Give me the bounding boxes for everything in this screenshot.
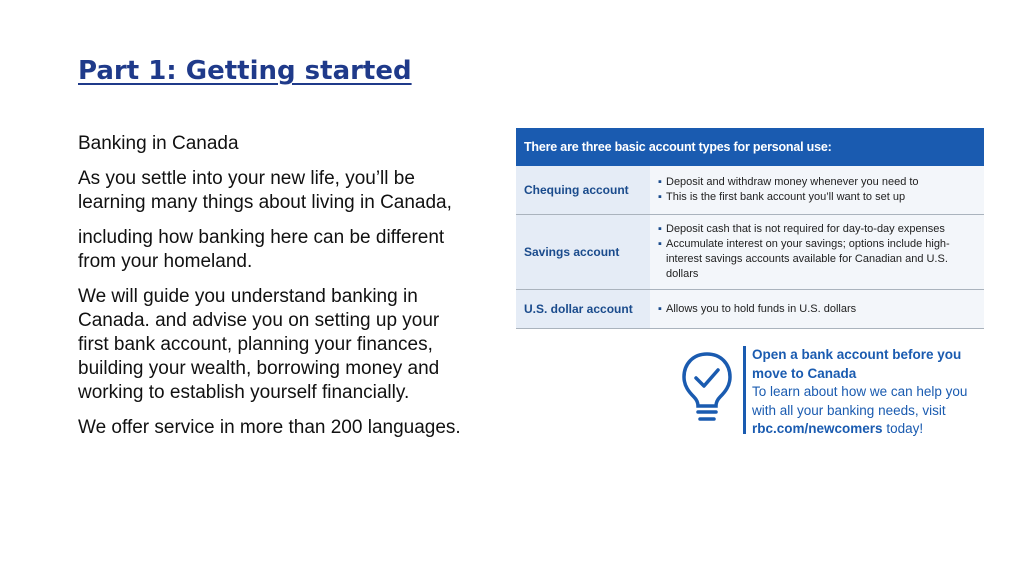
- promo-body-end: today!: [882, 421, 924, 436]
- promo-text: [752, 346, 987, 439]
- account-types-header: There are three basic account types for personal use:: [516, 128, 984, 166]
- account-name: U.S. dollar account: [516, 290, 650, 328]
- lightbulb-check-icon: [680, 350, 734, 426]
- account-bullet: [658, 302, 976, 317]
- body-paragraph: As you settle into your new life, you’ll be learning many things about living in Canada,: [78, 168, 452, 213]
- promo-link: rbc.com/newcomers: [752, 421, 883, 436]
- slide-title: Part 1: Getting started: [78, 56, 412, 86]
- account-row-chequing: [516, 166, 984, 215]
- account-bullet: [658, 175, 976, 190]
- body-paragraph: We will guide you understand banking in Canada. and advise you on setting up your first bank account, planning your finances, building your wealth, borrowing money and working to establish yourself financially.: [78, 286, 440, 403]
- account-row-usd: [516, 290, 984, 329]
- bullet-icon: ▪: [658, 238, 662, 250]
- bullet-icon: ▪: [658, 302, 662, 315]
- account-bullet: [658, 222, 976, 237]
- promo-divider: [743, 346, 746, 434]
- slide-body: [78, 132, 473, 451]
- bullet-text: Deposit cash that is not required for day-to-day expenses: [666, 223, 945, 235]
- account-description: [650, 290, 984, 328]
- account-description: [650, 166, 984, 214]
- body-paragraph: We offer service in more than 200 languages.: [78, 417, 461, 438]
- body-paragraph: including how banking here can be different from your homeland.: [78, 227, 445, 272]
- bullet-icon: ▪: [658, 176, 662, 188]
- body-paragraph: Banking in Canada: [78, 133, 239, 154]
- bullet-text: Deposit and withdraw money whenever you need to: [666, 176, 919, 188]
- account-name: Savings account: [516, 215, 650, 289]
- bullet-icon: ▪: [658, 191, 662, 203]
- bullet-icon: ▪: [658, 223, 662, 235]
- account-row-savings: [516, 215, 984, 290]
- bullet-text: This is the first bank account you’ll want to set up: [666, 191, 906, 203]
- bullet-text: Allows you to hold funds in U.S. dollars: [666, 302, 857, 315]
- account-types-image: [516, 128, 984, 329]
- promo-heading: Open a bank account before you move to Canada: [752, 347, 962, 381]
- account-bullet: [658, 237, 976, 282]
- account-name: Chequing account: [516, 166, 650, 214]
- promo-body: To learn about how we can help you with all your banking needs, visit: [752, 384, 968, 418]
- account-bullet: [658, 190, 976, 205]
- promo-callout: [676, 346, 986, 436]
- account-description: [650, 215, 984, 289]
- bullet-text: Accumulate interest on your savings; options include high-interest savings accounts available for Canadian and U.S. dollars: [666, 238, 950, 280]
